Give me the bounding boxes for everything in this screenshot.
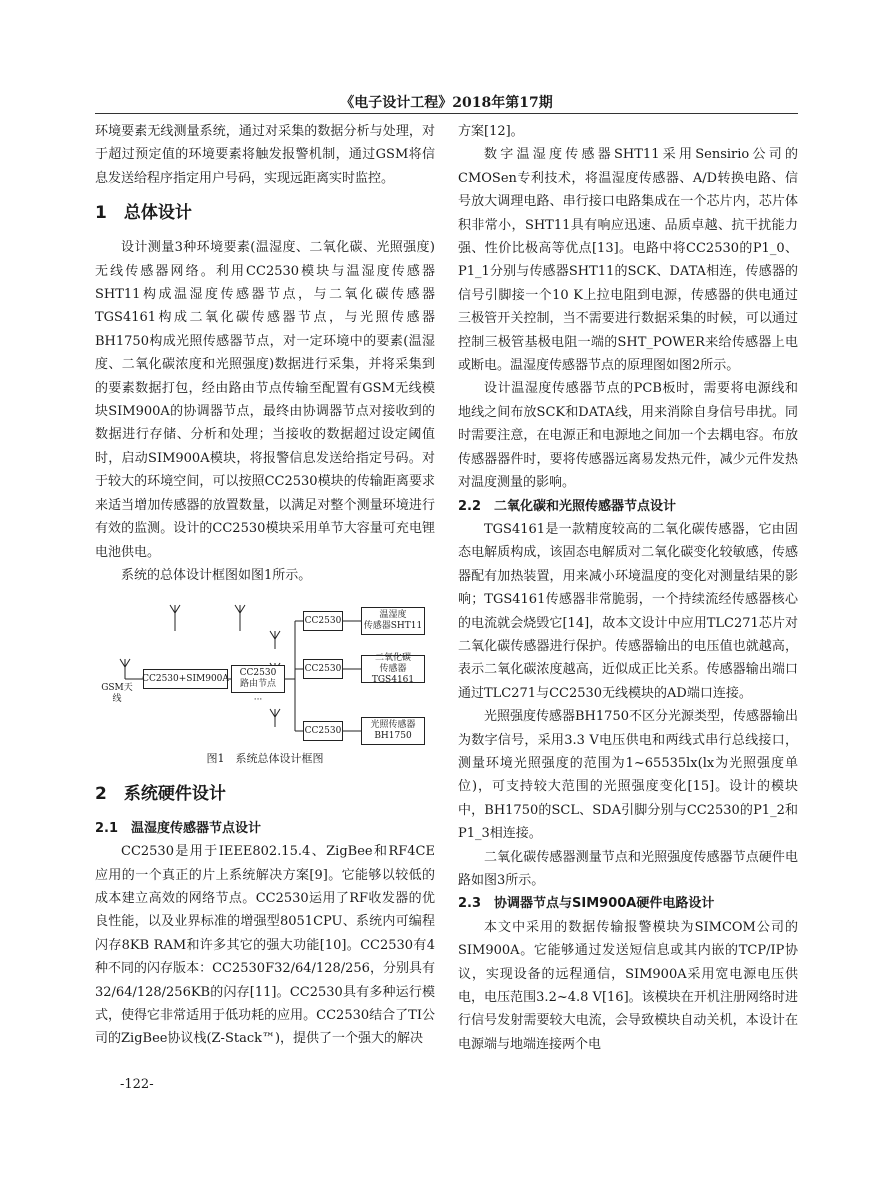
page-number: -122- [120,1077,154,1092]
tgs4161-sensor-box [361,652,425,685]
router-label-2: 路由节点 [239,679,276,690]
right-column [458,120,798,1056]
sensor-label-2: BH1750 [374,731,412,742]
cc2530-box: CC2530 [303,611,343,631]
sensor-label-1: 二氧化碳 [374,652,411,663]
left-column [95,120,435,1051]
sht11-sensor-box [361,607,425,635]
paragraph: 方案[12]。 [458,124,524,139]
sensor-label-2: 传感器TGS4161 [371,663,415,685]
sensor-label-1: 温湿度 [379,610,407,621]
header-rule [95,113,798,114]
paragraph: 设计测量3种环境要素(温湿度、二氧化碳、光照强度)无线传感器网络。利用CC2530模块与温湿度传感器SHT11构成温湿度传感器节点，与二氧化碳传感器TGS4161构成二氧化碳传感器节点，与光照传感器BH1750构成光照传感器节点，对一定环境中的要素(温湿度、二氧化碳浓度和光照强度)数据进行采集，并将采集到的要素数据打包，经由路由节点传输至配置有GSM无线模块SIM900A的协调器节点，最终由协调器节点对接收到的数据进行存储、分析和处理；当接收的数据超过设定阈值时，启动SIM900A模块，将报警信息发送给指定号码。对于较大的环境空间，可以按照CC2530模块的传输距离要求来适当增加传感器的放置数量，以满足对整个测量环境进行有效的监测。设计的CC2530模块采用单节大容量可充电锂电池供电。 [95,240,435,560]
bh1750-sensor-box [361,717,425,745]
figure-1-block-diagram [95,591,435,742]
paragraph: 本文中采用的数据传输报警模块为SIMCOM公司的SIM900A。它能够通过发送短信息或其内嵌的TCP/IP协议，实现设备的远程通信，SIM900A采用宽电源电压供电，电压范围3.2~4.8 V[16]。该模块在开机注册网络时进行信号发射需要较大电流，会导致模块自动关机，本设计在电源端与地端连接两个电 [458,919,798,1052]
subsection-heading: 2.3 协调器节点与SIM900A硬件电路设计 [458,896,715,912]
router-box [231,665,285,693]
paragraph: 设计温湿度传感器节点的PCB板时，需要将电源线和地线之间布放SCK和DATA线，用来消除自身信号串扰。同时需要注意，在电源正和电源地之间加一个去耦电容。布放传感器器件时，要将传感器远离易发热元件，减少元件发热对温度测量的影响。 [458,381,798,491]
sensor-label-2: 传感器SHT11 [363,621,423,632]
coordinator-box: CC2530+SIM900A [143,669,228,689]
section-heading-2: 2 系统硬件设计 [95,783,226,804]
paragraph: 数字温湿度传感器SHT11采用Sensirio公司的CMOSen专利技术，将温湿度传感器、A/D转换电路、信号放大调理电路、串行接口电路集成在一个芯片内，芯片体积非常小，SHT11具有响应迅速、品质卓越、抗干扰能力强、性价比极高等优点[13]。电路中将CC2530的P1_0、P1_1分别与传感器SHT11的SCK、DATA相连，传感器的信号引脚接一个10 K上拉电阻到电源，传感器的供电通过三极管开关控制，当不需要进行数据采集的时候，可以通过控制三极管基极电阻一端的SHT_POWER来给传感器上电或断电。温湿度传感器节点的原理图如图2所示。 [458,147,798,374]
paragraph: 系统的总体设计框图如图1所示。 [121,567,312,583]
figure-caption: 图1 系统总体设计框图 [206,752,324,766]
cc2530-box: CC2530 [303,659,343,679]
paragraph: 二氧化碳传感器测量节点和光照强度传感器节点硬件电路如图3所示。 [458,849,798,888]
gsm-antenna-label: GSM天线 [101,683,133,705]
cc2530-box: CC2530 [303,721,343,741]
section-heading-1: 1 总体设计 [95,203,192,224]
subsection-heading: 2.1 温湿度传感器节点设计 [95,820,262,836]
subsection-heading: 2.2 二氧化碳和光照传感器节点设计 [458,498,677,514]
ellipsis: ··· [253,695,263,706]
sensor-label-1: 光照传感器 [370,720,416,731]
router-label-1: CC2530 [239,668,277,679]
journal-header: 《电子设计工程》2018年第17期 [340,95,553,111]
paragraph: 光照强度传感器BH1750不区分光源类型，传感器输出为数字信号，采用3.3 V电压供电和两线式串行总线接口，测量环境光照强度的范围为1~65535lx(lx为光照强度单位)，可支持较大范围的光照强度变化[15]。设计的模块中，BH1750的SCL、SDA引脚分别与CC2530的P1_2和P1_3相连接。 [458,709,798,842]
paragraph: 环境要素无线测量系统，通过对采集的数据分析与处理，对于超过预定值的环境要素将触发报警机制，通过GSM将信息发送给程序指定用户号码，实现远距离实时监控。 [95,124,435,186]
paragraph: CC2530是用于IEEE802.15.4、ZigBee和RF4CE应用的一个真正的片上系统解决方案[9]。它能够以较低的成本建立高效的网络节点。CC2530运用了RF收发器的优良性能，以及业界标准的增强型8051CPU、系统内可编程闪存8KB RAM和许多其它的强大功能[10]。CC2530有4种不同的闪存版本：CC2530F32/64/128/256，分别具有32/64/128/256KB的闪存[11]。CC2530具有多种运行模式，使得它非常适用于低功耗的应用。CC2530结合了TI公司的ZigBee协议栈(Z-Stack™)，提供了一个强大的解决 [95,844,435,1047]
paragraph: TGS4161是一款精度较高的二氧化碳传感器，它由固态电解质构成，该固态电解质对二氧化碳变化较敏感，传感器配有加热装置，用来减小环境温度的变化对测量结果的影响；TGS4161传感器非常脆弱，一个持续流经传感器核心的电流就会烧毁它[14]，故本文设计中应用TLC271芯片对二氧化碳传感器进行保护。传感器输出的电压值也就越高，表示二氧化碳浓度越高，近似成正比关系。传感器输出端口通过TLC271与CC2530无线模块的AD端口连接。 [458,521,798,701]
